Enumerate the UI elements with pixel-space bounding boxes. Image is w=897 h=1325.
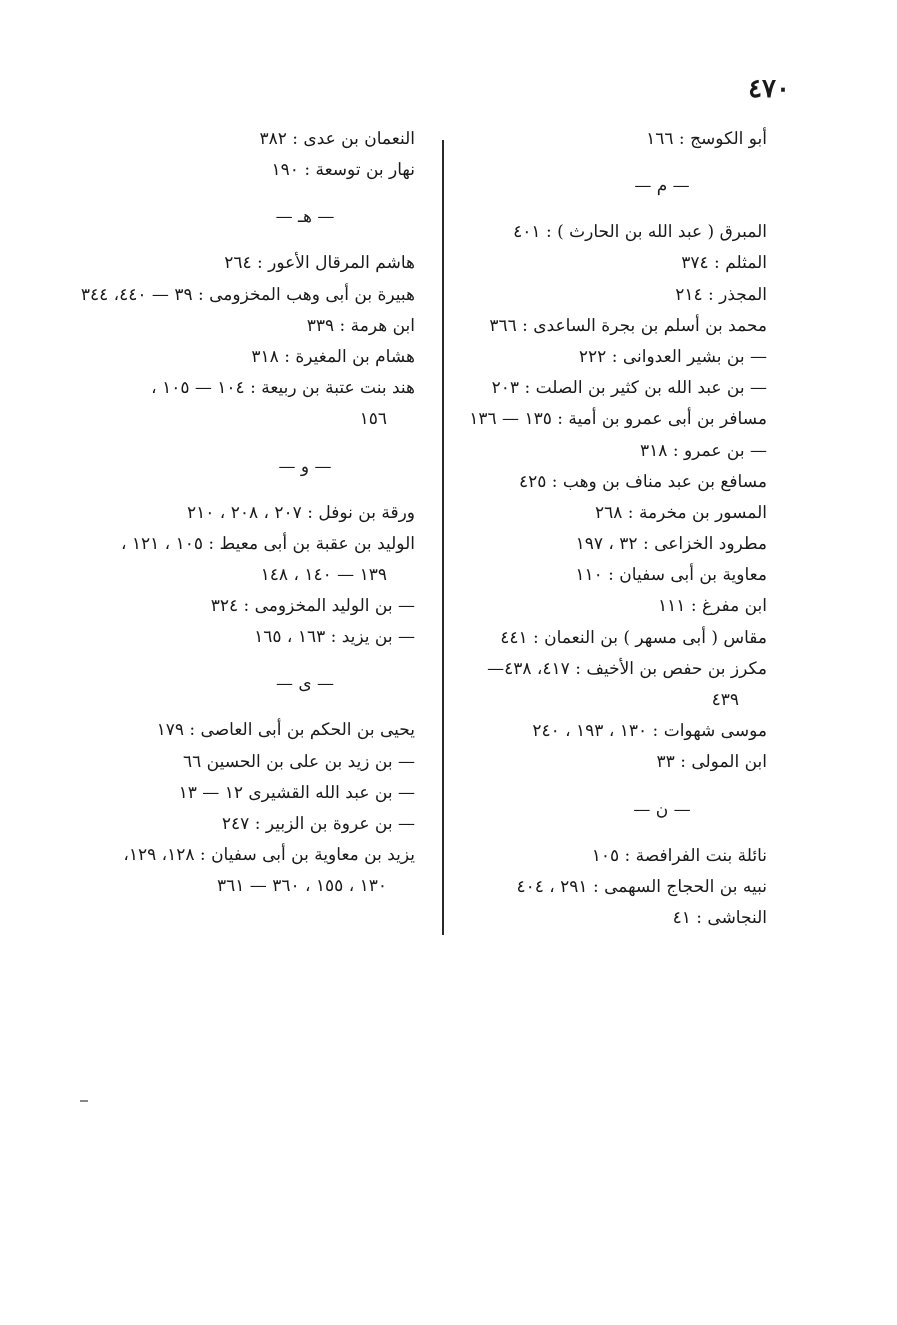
index-entry: — بن يزيد : ١٦٣ ، ١٦٥: [254, 627, 415, 648]
index-entry: — بن بشير العدوانى : ٢٢٢: [578, 346, 767, 367]
index-entry: نبيه بن الحجاج السهمى : ٢٩١ ، ٤٠٤: [516, 876, 767, 897]
index-entry: معاوية بن أبى سفيان : ١١٠: [575, 565, 767, 586]
index-entry: يحيى بن الحكم بن أبى العاصى : ١٧٩: [156, 720, 415, 741]
index-entry: يزيد بن معاوية بن أبى سفيان : ١٢٨، ١٢٩،: [123, 845, 415, 866]
index-entry: — بن الوليد المخزومى : ٣٢٤: [210, 596, 415, 617]
index-entry: مقاس ( أبى مسهر ) بن النعمان : ٤٤١: [500, 627, 767, 648]
index-entry: هند بنت عتبة بن ربيعة : ١٠٤ — ١٠٥ ،: [151, 378, 415, 399]
index-entry: مطرود الخزاعى : ٣٢ ، ١٩٧: [575, 534, 767, 555]
index-entry-continuation: ١٣٩ — ١٤٠ ، ١٤٨: [260, 564, 387, 585]
index-entry: ابن هرمة : ٣٣٩: [306, 315, 415, 336]
index-entry: أبو الكوسج : ١٦٦: [646, 129, 767, 149]
index-entry: موسى شهوات : ١٣٠ ، ١٩٣ ، ٢٤٠: [532, 721, 767, 742]
letter-heading-nun: — ن —: [633, 799, 691, 820]
index-entry-continuation: ١٣٠ ، ١٥٥ ، ٣٦٠ — ٣٦١: [216, 876, 387, 897]
index-entry: — بن زيد بن على بن الحسين ٦٦: [182, 751, 415, 772]
index-entry: المجذر : ٢١٤: [675, 284, 767, 305]
index-column-right: [447, 124, 767, 934]
index-entry: نهار بن توسعة : ١٩٠: [271, 160, 415, 181]
index-entry: — بن عروة بن الزبير : ٢٤٧: [221, 814, 415, 834]
index-entry: الوليد بن عقبة بن أبى معيط : ١٠٥ ، ١٢١ ،: [120, 533, 415, 554]
index-entry: المسور بن مخرمة : ٢٦٨: [595, 502, 767, 523]
index-entry: هشام بن المغيرة : ٣١٨: [251, 346, 415, 367]
scan-speck: [80, 1100, 88, 1102]
letter-heading-waw: — و —: [278, 456, 332, 477]
index-entry: نائلة بنت الفرافصة : ١٠٥: [591, 845, 767, 866]
index-entry: النعمان بن عدى : ٣٨٢: [259, 129, 415, 149]
index-entry: المثلم : ٣٧٤: [681, 253, 767, 274]
index-entry: — بن عبد الله القشيرى ١٢ — ١٣: [178, 782, 415, 803]
index-entry-continuation: ٤٣٩: [711, 690, 739, 710]
index-entry: النجاشى : ٤١: [672, 907, 767, 928]
index-entry: ابن مفرغ : ١١١: [658, 596, 767, 617]
index-entry: ورقة بن نوفل : ٢٠٧ ، ٢٠٨ ، ٢١٠: [186, 502, 415, 523]
letter-heading-mim: — م —: [634, 176, 690, 197]
index-column-left: [80, 124, 415, 903]
column-divider: [442, 140, 444, 935]
index-entry-continuation: ١٥٦: [359, 409, 387, 430]
index-entry: ابن المولى : ٣٣: [656, 752, 767, 773]
index-entry: — بن عمرو : ٣١٨: [640, 440, 767, 461]
index-entry: هبيرة بن أبى وهب المخزومى : ٣٩ — ٤٤٠، ٣٤٤: [80, 284, 415, 305]
index-entry: هاشم المرقال الأعور : ٢٦٤: [224, 253, 415, 274]
index-entry: مكرز بن حفص بن الأخيف : ٤١٧، ٤٣٨—: [487, 658, 767, 679]
index-entry: محمد بن أسلم بن بجرة الساعدى : ٣٦٦: [489, 315, 767, 336]
index-entry: مسافر بن أبى عمرو بن أمية : ١٣٥ — ١٣٦: [469, 409, 767, 430]
index-entry: مسافع بن عبد مناف بن وهب : ٤٢٥: [518, 471, 767, 492]
letter-heading-ha: — هـ —: [275, 207, 335, 228]
index-entry: — بن عبد الله بن كثير بن الصلت : ٢٠٣: [491, 378, 767, 399]
page-number: ٤٧٠: [748, 74, 790, 104]
letter-heading-ya: — ى —: [275, 674, 335, 695]
index-entry: المبرق ( عبد الله بن الحارث ) : ٤٠١: [513, 222, 767, 243]
